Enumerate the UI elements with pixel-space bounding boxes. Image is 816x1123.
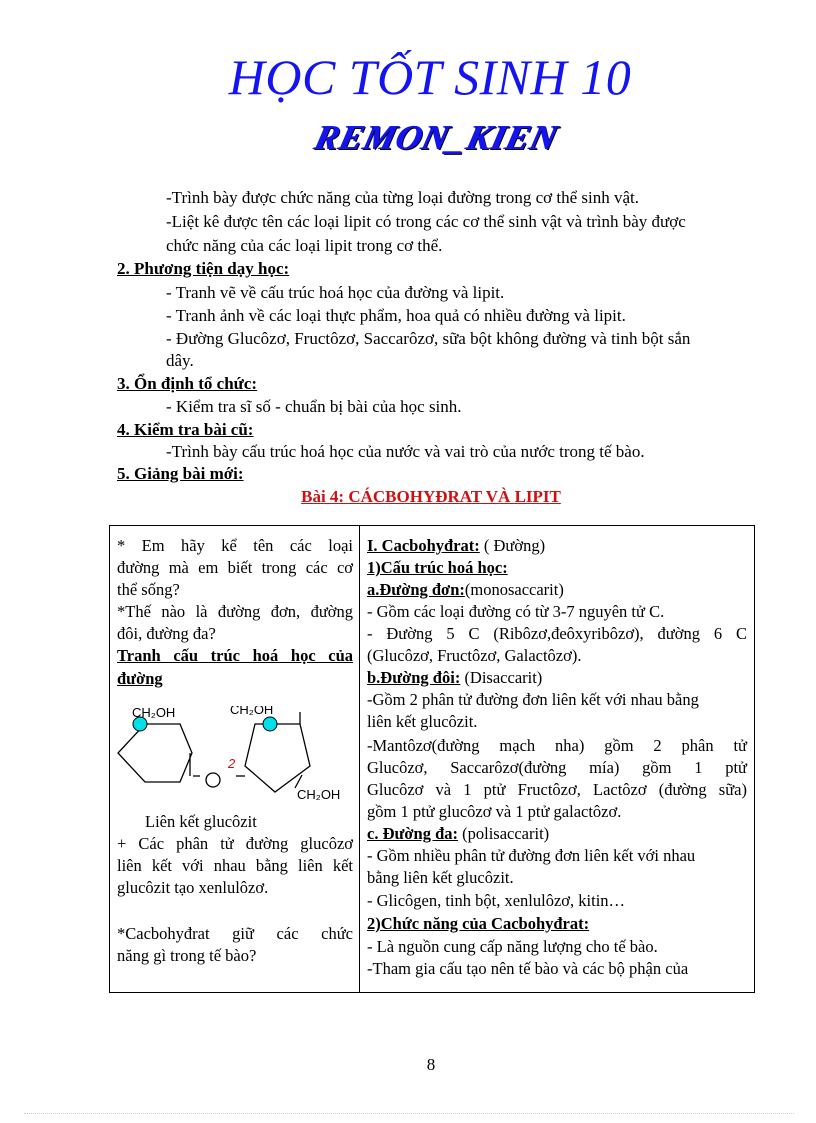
heading-note: (Disaccarit) [460, 668, 543, 687]
figure-title: đường [117, 669, 163, 688]
figure-title: Tranh cấu trúc hoá học của [117, 646, 353, 665]
heading-note: (polisaccarit) [458, 824, 550, 843]
list-item: - Đường Glucôzơ, Fructôzơ, Saccarôzơ, sữa bột không đường và tinh bột sắn [166, 329, 691, 348]
heading-label: I. Cacbohyđrat: [367, 536, 480, 555]
question-text: *Thế nào là đường đơn, đường [117, 602, 353, 621]
section-heading: 3. Ổn định tổ chức: [117, 374, 258, 393]
question-text: thể sống? [117, 580, 180, 599]
intro-line: chức năng của các loại lipit trong cơ thể. [166, 236, 443, 255]
content-text: Glucôzơ và 1 ptử Fructôzơ, Lactôzơ (đường sữa) [367, 780, 747, 799]
question-text: *Cacbohyđrat giữ các chức [117, 924, 353, 943]
document-title: HỌC TỐT SINH 10 [228, 49, 632, 105]
footer-divider [24, 1113, 794, 1114]
intro-line: -Trình bày được chức năng của từng loại đường trong cơ thể sinh vật. [166, 188, 639, 207]
list-item: - Tranh ảnh về các loại thực phẩm, hoa quả có nhiều đường và lipit. [166, 306, 626, 325]
section-heading: 2. Phương tiện dạy học: [117, 259, 290, 278]
heading-label: a.Đường đơn: [367, 580, 465, 599]
note-text: liên kết với nhau bằng liên kết [117, 856, 353, 875]
question-text: năng gì trong tế bào? [117, 946, 257, 965]
list-item: dây. [166, 351, 194, 370]
content-column [360, 526, 755, 993]
content-heading [367, 823, 549, 846]
list-item: - Tranh vẽ về cấu trúc hoá học của đường và lipit. [166, 283, 505, 302]
intro-line: -Liệt kê được tên các loại lipit có trong các cơ thể sinh vật và trình bày được [166, 212, 686, 231]
lesson-table [109, 525, 755, 993]
content-text: (Glucôzơ, Fructôzơ, Galactôzơ). [367, 646, 582, 665]
fig-label-position: 2 [228, 756, 236, 771]
content-text: -Mantôzơ(đường mạch nha) gồm 2 phân tử [367, 736, 747, 755]
question-text: đôi, đường đa? [117, 624, 216, 643]
heading-note: (monosaccarit) [464, 580, 564, 599]
oxygen-bridge-icon [206, 773, 220, 787]
content-text: - Đường 5 C (Ribôzơ,đeôxyribôzơ), đường 6 C [367, 624, 747, 643]
section-heading: 5. Giảng bài mới: [117, 464, 244, 483]
document-subtitle: REMON_KIEN [311, 118, 563, 157]
heading-label: b.Đường đôi: [367, 668, 461, 687]
content-text: Glucôzơ, Saccarôzơ(đường mía) gồm 1 ptử [367, 758, 747, 777]
question-text: đường mà em biết trong các cơ [117, 558, 353, 577]
lesson-title: Bài 4: CÁCBOHYĐRAT VÀ LIPIT [301, 487, 561, 506]
content-heading: 1)Cấu trúc hoá học: [367, 558, 508, 577]
content-heading [367, 579, 564, 602]
section-heading: 4. Kiểm tra bài cũ: [117, 420, 254, 439]
fig-label-ch2oh: CH₂OH [230, 706, 274, 717]
heading-note: ( Đường) [479, 536, 546, 555]
content-text: -Gồm 2 phân tử đường đơn liên kết với nhau bằng [367, 690, 699, 709]
content-text: bằng liên kết glucôzit. [367, 868, 514, 887]
page-number: 8 [426, 1055, 436, 1074]
content-text: - Gồm các loại đường có từ 3-7 nguyên tử C. [367, 602, 665, 621]
content-heading: 2)Chức năng của Cacbohyđrat: [367, 914, 590, 933]
content-text: gồm 1 ptử glucôzơ và 1 ptử galactôzơ. [367, 802, 622, 821]
carbon-node-icon [263, 717, 277, 731]
content-text: -Tham gia cấu tạo nên tế bào và các bộ phận của [367, 959, 689, 978]
question-text: * Em hãy kể tên các loại [117, 536, 353, 555]
teacher-activity-column [110, 526, 360, 993]
fig-label-ch2oh: CH₂OH [297, 787, 341, 802]
content-text: - Glicôgen, tinh bột, xenlulôzơ, kitin… [367, 891, 626, 910]
heading-label: c. Đường đa: [367, 824, 458, 843]
hexose-ring [118, 724, 192, 782]
note-text: glucôzit tạo xenlulôzơ. [117, 878, 269, 897]
fig-label-ch2oh: CH₂OH [132, 706, 176, 720]
note-text: + Các phân tử đường glucôzơ [117, 834, 353, 853]
list-item: - Kiểm tra sĩ số - chuẩn bị bài của học sinh. [166, 397, 462, 416]
content-text: - Là nguồn cung cấp năng lượng cho tế bào. [367, 937, 658, 956]
content-text: liên kết glucôzit. [367, 712, 478, 731]
glucoside-structure-diagram [110, 706, 360, 806]
content-heading [367, 667, 542, 690]
content-text: - Gồm nhiều phân tử đường đơn liên kết với nhau [367, 846, 696, 865]
content-heading [367, 535, 545, 558]
figure-caption: Liên kết glucôzit [145, 812, 257, 831]
pentose-ring [245, 724, 310, 792]
list-item: -Trình bày cấu trúc hoá học của nước và vai trò của nước trong tế bào. [166, 442, 645, 461]
